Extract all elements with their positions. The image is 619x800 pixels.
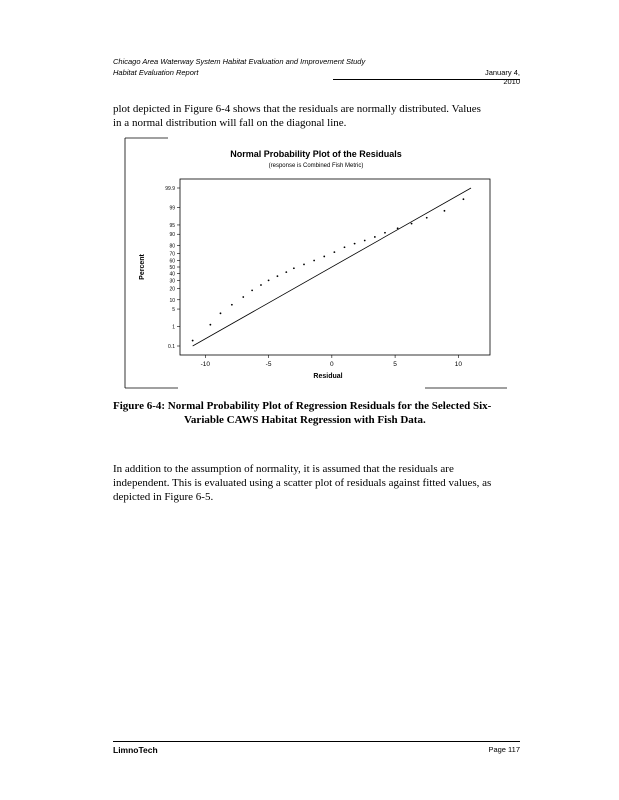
y-tick-label: 99 bbox=[169, 205, 175, 212]
footer-rule bbox=[113, 741, 520, 742]
footer-page-number: Page 117 bbox=[488, 745, 520, 754]
normal-probability-plot bbox=[118, 134, 512, 390]
paragraph-1-line-1: plot depicted in Figure 6-4 shows that the residuals are normally distributed. Values bbox=[113, 103, 481, 115]
figure-caption-line-1: Figure 6-4: Normal Probability Plot of Regression Residuals for the Selected Six- bbox=[113, 400, 492, 412]
y-tick-label: 50 bbox=[169, 265, 175, 271]
y-tick-label: 5 bbox=[172, 307, 175, 314]
x-tick-label: -5 bbox=[265, 361, 272, 368]
header-rule bbox=[333, 79, 520, 80]
reference-line bbox=[193, 188, 471, 346]
footer-company: LimnoTech bbox=[113, 745, 158, 755]
data-point bbox=[354, 243, 356, 245]
y-axis-label: Percent bbox=[139, 254, 146, 280]
data-point bbox=[444, 210, 446, 212]
data-point bbox=[397, 227, 399, 229]
data-point bbox=[268, 280, 270, 282]
x-tick-label: 10 bbox=[454, 361, 462, 368]
chart-title: Normal Probability Plot of the Residuals bbox=[230, 149, 402, 159]
data-point bbox=[192, 340, 194, 342]
data-point bbox=[374, 236, 376, 238]
data-point bbox=[344, 246, 346, 248]
paragraph-1-line-2: in a normal distribution will fall on the diagonal line. bbox=[113, 117, 347, 129]
x-axis-label: Residual bbox=[313, 373, 343, 380]
data-point bbox=[260, 284, 262, 286]
data-point bbox=[364, 240, 366, 242]
data-point bbox=[293, 267, 295, 269]
data-point bbox=[411, 223, 413, 225]
data-points bbox=[192, 198, 465, 341]
data-point bbox=[242, 296, 244, 298]
paragraph-2-line-1: In addition to the assumption of normality, it is assumed that the residuals are bbox=[113, 463, 454, 475]
figure-caption-line-2: Variable CAWS Habitat Regression with Fish Data. bbox=[184, 414, 426, 426]
chart-subtitle: (response is Combined Fish Metric) bbox=[268, 163, 364, 169]
y-tick-label: 90 bbox=[169, 232, 175, 239]
data-point bbox=[277, 275, 279, 277]
data-point bbox=[251, 290, 253, 292]
x-tick-label: 0 bbox=[330, 361, 334, 368]
reference-line-group bbox=[193, 188, 471, 346]
x-axis bbox=[201, 355, 463, 368]
x-tick-label: 5 bbox=[393, 361, 397, 368]
y-tick-label: 10 bbox=[169, 297, 175, 304]
y-tick-label: 99.9 bbox=[165, 186, 175, 192]
paragraph-2-line-2: independent. This is evaluated using a scatter plot of residuals against fitted values, as bbox=[113, 477, 492, 489]
y-tick-label: 60 bbox=[169, 258, 175, 265]
data-point bbox=[303, 264, 305, 266]
y-tick-label: 95 bbox=[169, 222, 175, 229]
paragraph-2-line-3: depicted in Figure 6-5. bbox=[113, 491, 214, 503]
y-tick-label: 1 bbox=[172, 324, 175, 331]
y-tick-label: 30 bbox=[169, 278, 175, 285]
data-point bbox=[323, 256, 325, 258]
x-tick-label: -10 bbox=[200, 361, 211, 368]
y-axis bbox=[165, 186, 180, 350]
data-point bbox=[220, 312, 222, 314]
data-point bbox=[285, 271, 287, 273]
header-subtitle: Habitat Evaluation Report bbox=[113, 68, 199, 77]
data-point bbox=[333, 251, 335, 253]
y-tick-label: 40 bbox=[169, 271, 175, 278]
plot-area bbox=[180, 179, 490, 355]
data-point bbox=[384, 232, 386, 234]
data-point bbox=[426, 217, 428, 219]
header-title: Chicago Area Waterway System Habitat Evaluation and Improvement Study bbox=[113, 57, 366, 66]
data-point bbox=[209, 324, 211, 326]
y-tick-label: 0.1 bbox=[168, 344, 175, 350]
header-date: January 4, 2010 bbox=[484, 68, 520, 86]
y-tick-label: 70 bbox=[169, 251, 175, 258]
y-tick-label: 80 bbox=[169, 243, 175, 250]
data-point bbox=[231, 304, 233, 306]
y-tick-label: 20 bbox=[169, 286, 175, 293]
data-point bbox=[313, 260, 315, 262]
data-point bbox=[463, 198, 465, 200]
